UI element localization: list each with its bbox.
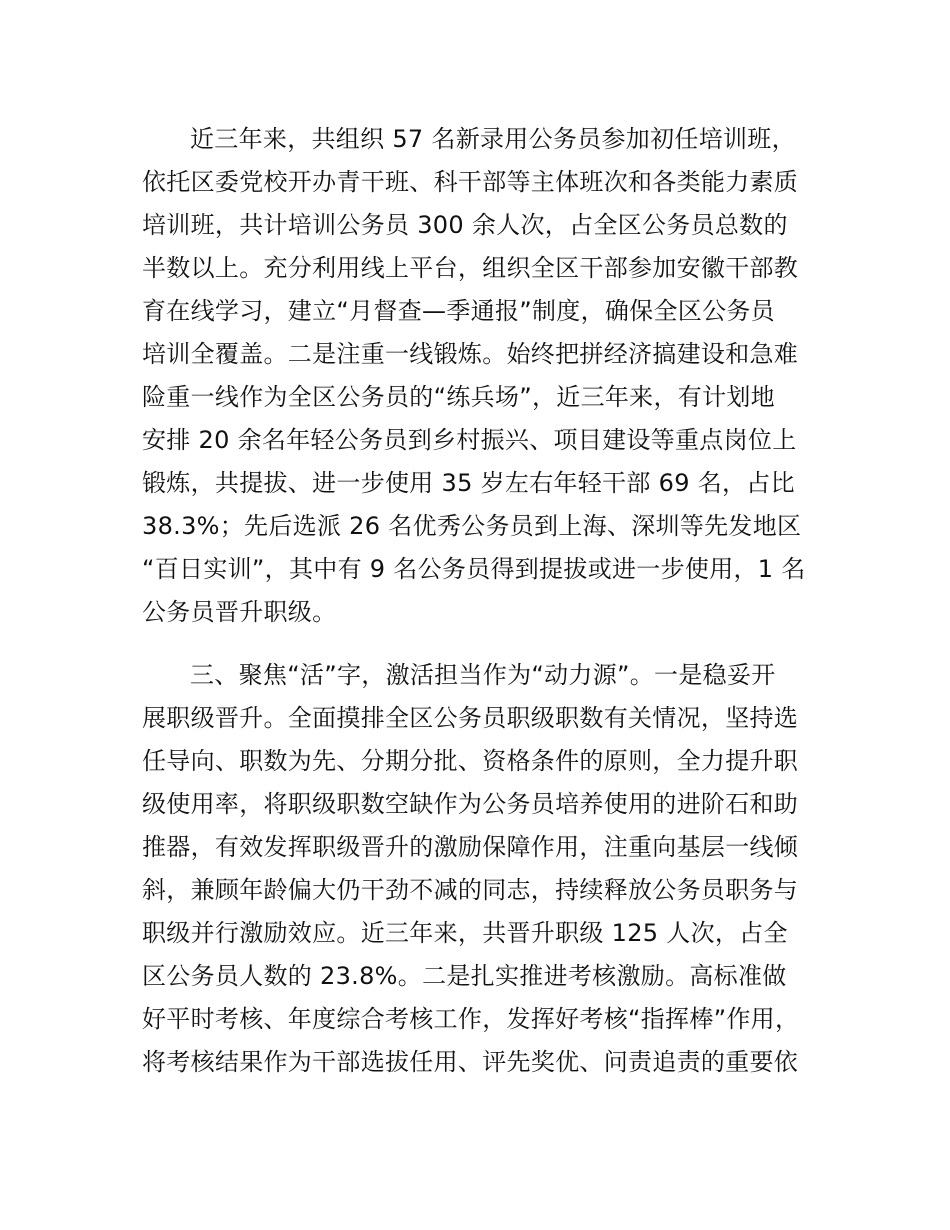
text-line: 培训班，共计培训公务员 300 余人次，占全区公务员总数的 (142, 211, 788, 239)
text-line: “百日实训”，其中有 9 名公务员得到提拔或进一步使用，1 名 (142, 555, 806, 583)
text-line: 锻炼，共提拔、进一步使用 35 岁左右年轻干部 69 名，占比 (142, 469, 795, 497)
text-line: 展职级晋升。全面摸排全区公务员职级职数有关情况，坚持选 (142, 704, 799, 732)
text-line: 安排 20 余名年轻公务员到乡村振兴、项目建设等重点岗位上 (142, 426, 797, 454)
text-line: 培训全覆盖。二是注重一线锻炼。始终把拼经济搞建设和急难 (142, 340, 799, 368)
text-line: 三、聚焦“活”字，激活担当作为“动力源”。一是稳妥开 (190, 661, 776, 689)
text-line: 推器，有效发挥职级晋升的激励保障作用，注重向基层一线倾 (142, 833, 799, 861)
paragraph-incentive (142, 654, 842, 1084)
text-line: 好平时考核、年度综合考核工作，发挥好考核“指挥棒”作用， (142, 1005, 800, 1033)
text-line: 斜，兼顾年龄偏大仍干劲不减的同志，持续释放公务员职务与 (142, 876, 799, 904)
text-line: 公务员晋升职级。 (142, 598, 337, 626)
text-line: 险重一线作为全区公务员的“练兵场”，近三年来，有计划地 (142, 383, 775, 411)
text-line: 依托区委党校开办青干班、科干部等主体班次和各类能力素质 (142, 168, 799, 196)
text-line: 半数以上。充分利用线上平台，组织全区干部参加安徽干部教 (142, 254, 799, 282)
text-line: 区公务员人数的 23.8%。二是扎实推进考核激励。高标准做 (142, 962, 787, 990)
text-line: 38.3%；先后选派 26 名优秀公务员到上海、深圳等先发地区 (142, 512, 802, 540)
text-line: 任导向、职数为先、分期分批、资格条件的原则，全力提升职 (142, 747, 799, 775)
paragraph-spacer (142, 634, 842, 654)
document-body (142, 118, 842, 1084)
text-line: 近三年来，共组织 57 名新录用公务员参加初任培训班， (190, 125, 796, 153)
text-line: 将考核结果作为干部选拔任用、评先奖优、问责追责的重要依 (142, 1048, 799, 1076)
text-line: 育在线学习，建立“月督查—季通报”制度，确保全区公务员 (142, 297, 775, 325)
text-line: 职级并行激励效应。近三年来，共晋升职级 125 人次，占全 (142, 919, 788, 947)
text-line: 级使用率，将职级职数空缺作为公务员培养使用的进阶石和助 (142, 790, 799, 818)
paragraph-training (142, 118, 842, 634)
